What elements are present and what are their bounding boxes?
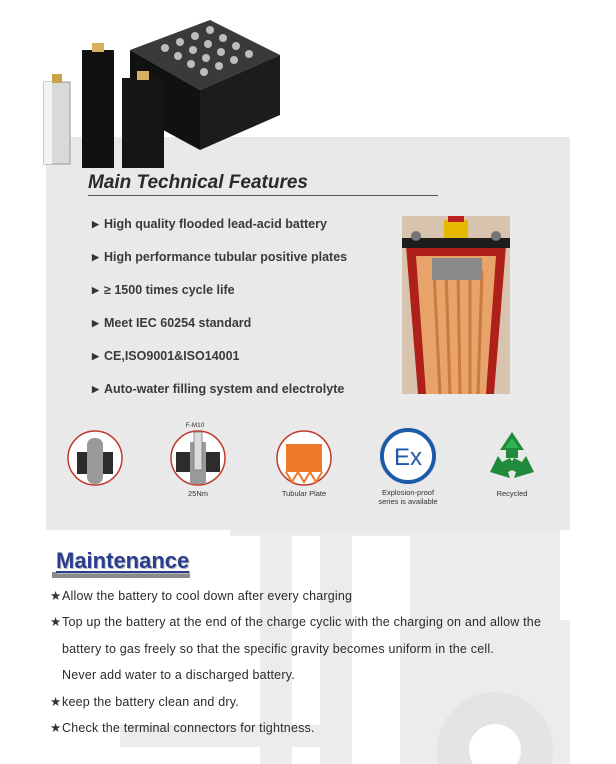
maintenance-item: ★keep the battery clean and dry. <box>50 689 239 716</box>
arrow-right-icon: ▶ <box>92 285 99 295</box>
feature-item: ▶ High quality flooded lead-acid battery <box>92 214 392 247</box>
maintenance-item-continued: Never add water to a discharged battery. <box>62 668 295 682</box>
arrow-right-icon: ▶ <box>92 384 99 394</box>
arrow-right-icon: ▶ <box>92 219 99 229</box>
star-icon: ★ <box>50 695 62 709</box>
recycled-label: Recycled <box>496 489 528 498</box>
explosion-proof-label: Explosion-proof series is available <box>378 488 438 506</box>
maintenance-item-continued: battery to gas freely so that the specific gravity becomes uniform in the cell. <box>62 642 494 656</box>
feature-item: ▶ CE,ISO9001&ISO14001 <box>92 346 392 379</box>
maintenance-title: Maintenance <box>56 548 190 573</box>
torque-label: 25Nm <box>187 489 208 498</box>
feature-item: ▶ Meet IEC 60254 standard <box>92 313 392 346</box>
bolt-torque-icon <box>170 430 226 486</box>
tubular-plate-icon <box>276 430 332 486</box>
battery-product-image <box>40 10 280 170</box>
terminal-bolt-label: F-M10 <box>185 422 205 429</box>
feature-item: ▶ Auto-water filling system and electrolyte <box>92 379 392 412</box>
maintenance-item: ★Allow the battery to cool down after every charging <box>50 583 352 610</box>
star-icon: ★ <box>50 589 62 603</box>
feature-item: ▶ ≥ 1500 times cycle life <box>92 280 392 313</box>
arrow-right-icon: ▶ <box>92 252 99 262</box>
maintenance-item: ★Top up the battery at the end of the charge cyclic with the charging on and allow the <box>50 609 541 636</box>
ex-mark-text: Ex <box>393 444 423 471</box>
recycle-icon <box>484 430 540 486</box>
star-icon: ★ <box>50 615 62 629</box>
features-title-rule <box>88 195 438 196</box>
features-title: Main Technical Features <box>88 172 308 193</box>
cell-cutaway-image <box>402 216 510 394</box>
features-list <box>92 214 392 412</box>
star-icon: ★ <box>50 721 62 735</box>
arrow-right-icon: ▶ <box>92 351 99 361</box>
explosion-proof-icon <box>380 428 436 484</box>
tubular-plate-label: Tubular Plate <box>281 489 327 498</box>
maintenance-item: ★Check the terminal connectors for tightness. <box>50 715 315 742</box>
feature-item: ▶ High performance tubular positive plates <box>92 247 392 280</box>
terminal-connector-icon <box>67 430 123 486</box>
arrow-right-icon: ▶ <box>92 318 99 328</box>
